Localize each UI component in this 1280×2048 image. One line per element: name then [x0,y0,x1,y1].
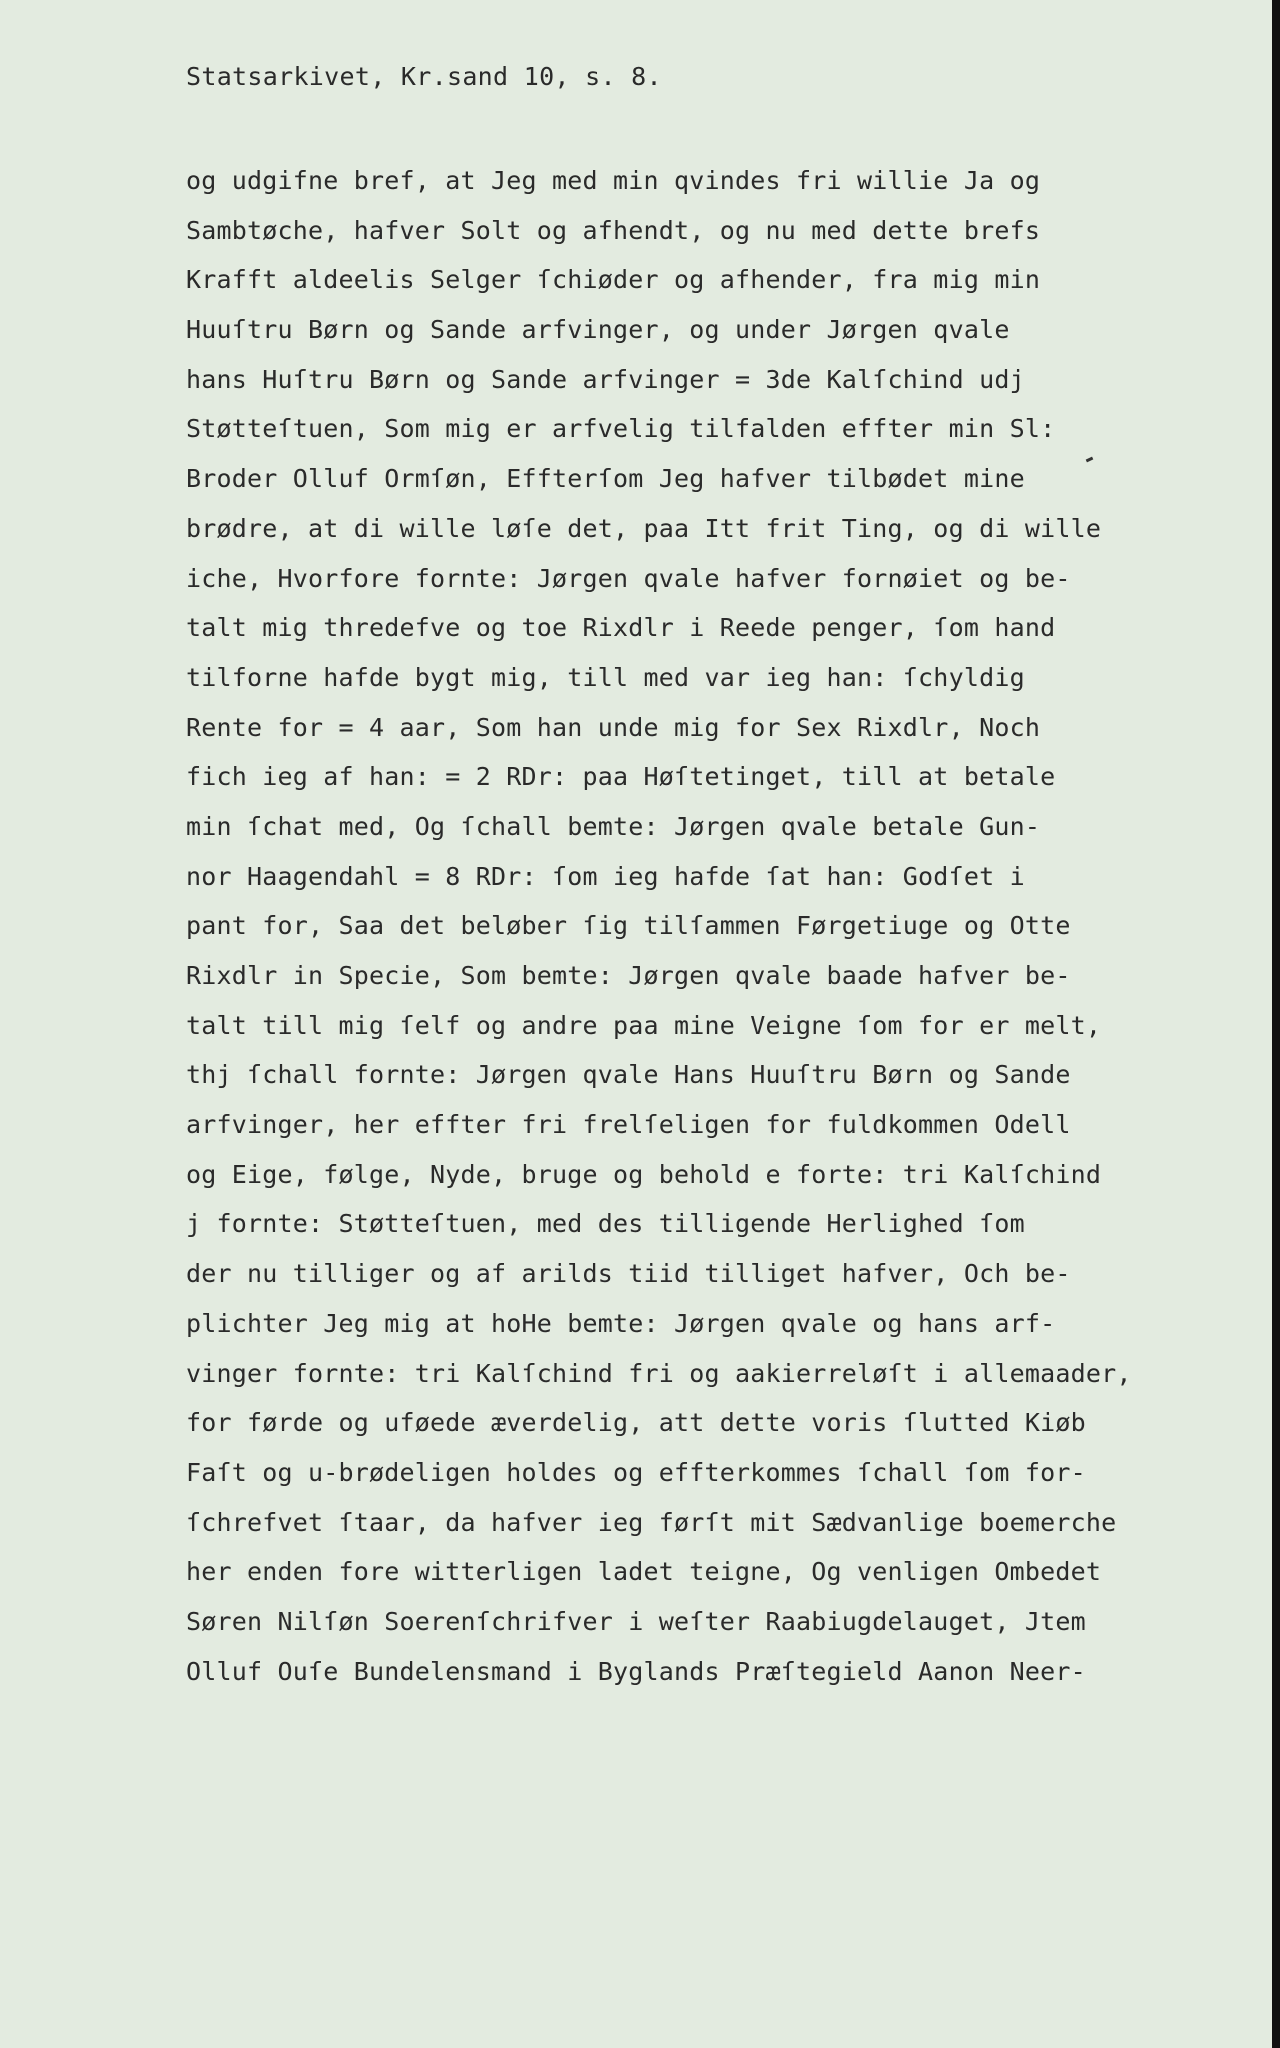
text-line: nor Haagendahl = 8 RDr: ſom ieg hafde ſat han: Godſet i [186,861,1025,891]
text-line: brødre, at di wille løſe det, paa Itt frit Ting, og di wille [186,513,1102,543]
text-line: Støtteſtuen, Som mig er arfvelig tilfalden effter min Sl: [186,414,1056,444]
scan-edge-strip [1272,0,1280,2048]
text-line: talt mig thredefve og toe Rixdlr i Reede penger, ſom hand [186,613,1056,643]
text-line: vinger fornte: tri Kalſchind fri og aakierreløſt i allemaader, [186,1358,1132,1388]
text-line: min ſchat med, Og ſchall bemte: Jørgen qvale betale Gun- [186,811,1041,841]
text-line: Søren Nilſøn Soerenſchrifver i weſter Raabiugdelauget, Jtem [186,1606,1086,1636]
text-line: her enden fore witterligen ladet teigne, Og venligen Ombedet [186,1557,1102,1587]
text-line: ſchrefvet ſtaar, da hafver ieg førſt mit Sædvanlige boemerche [186,1507,1117,1537]
text-line: hans Huſtru Børn og Sande arfvinger = 3de Kalſchind udj [186,364,1025,394]
text-line: thj ſchall fornte: Jørgen qvale Hans Huuſtru Børn og Sande [186,1060,1071,1090]
text-line: Broder Olluf Ormſøn, Effterſom Jeg hafver tilbødet mine [186,464,1025,494]
text-line: fich ieg af han: = 2 RDr: paa Høſtetinget, till at betale [186,762,1056,792]
text-line: pant for, Saa det beløber ſig tilſammen Førgetiuge og Otte [186,911,1071,941]
text-line: Rixdlr in Specie, Som bemte: Jørgen qvale baade hafver be- [186,961,1071,990]
transcription-body [186,156,1132,1696]
archive-reference-header: Statsarkivet, Kr.sand 10, s. 8. [186,62,662,91]
text-line: for førde og uføede æverdelig, att dette voris ſlutted Kiøb [186,1408,1086,1438]
text-line: j fornte: Støtteſtuen, med des tilligende Herlighed ſom [186,1209,1025,1239]
text-line: og udgifne bref, at Jeg med min qvindes fri willie Ja og [186,166,1041,195]
text-line: der nu tilliger og af arilds tiid tilliget hafver, Och be- [186,1259,1071,1289]
text-line: Sambtøche, hafver Solt og afhendt, og nu med dette brefs [186,215,1041,245]
text-line: plichter Jeg mig at hoHe bemte: Jørgen qvale og hans arf- [186,1308,1056,1338]
text-line: og Eige, følge, Nyde, bruge og behold e forte: tri Kalſchind [186,1159,1102,1189]
text-line: Krafft aldeelis Selger ſchiøder og afhender, fra mig min [186,265,1041,295]
text-line: arfvinger, her effter fri frelſeligen for fuldkommen Odell [186,1110,1071,1140]
text-line: tilforne hafde bygt mig, till med var ieg han: ſchyldig [186,662,1025,692]
text-line: Rente for = 4 aar, Som han unde mig for Sex Rixdlr, Noch [186,712,1041,742]
text-line: iche, Hvorfore fornte: Jørgen qvale hafver fornøiet og be- [186,563,1071,593]
text-line: Huuſtru Børn og Sande arfvinger, og under Jørgen qvale [186,315,1010,345]
text-line: Olluf Ouſe Bundelensmand i Byglands Præſtegield Aanon Neer- [186,1656,1086,1686]
text-line: talt till mig ſelf og andre paa mine Veigne ſom for er melt, [186,1010,1102,1040]
text-line: Faſt og u-brødeligen holdes og effterkommes ſchall ſom for- [186,1457,1086,1487]
